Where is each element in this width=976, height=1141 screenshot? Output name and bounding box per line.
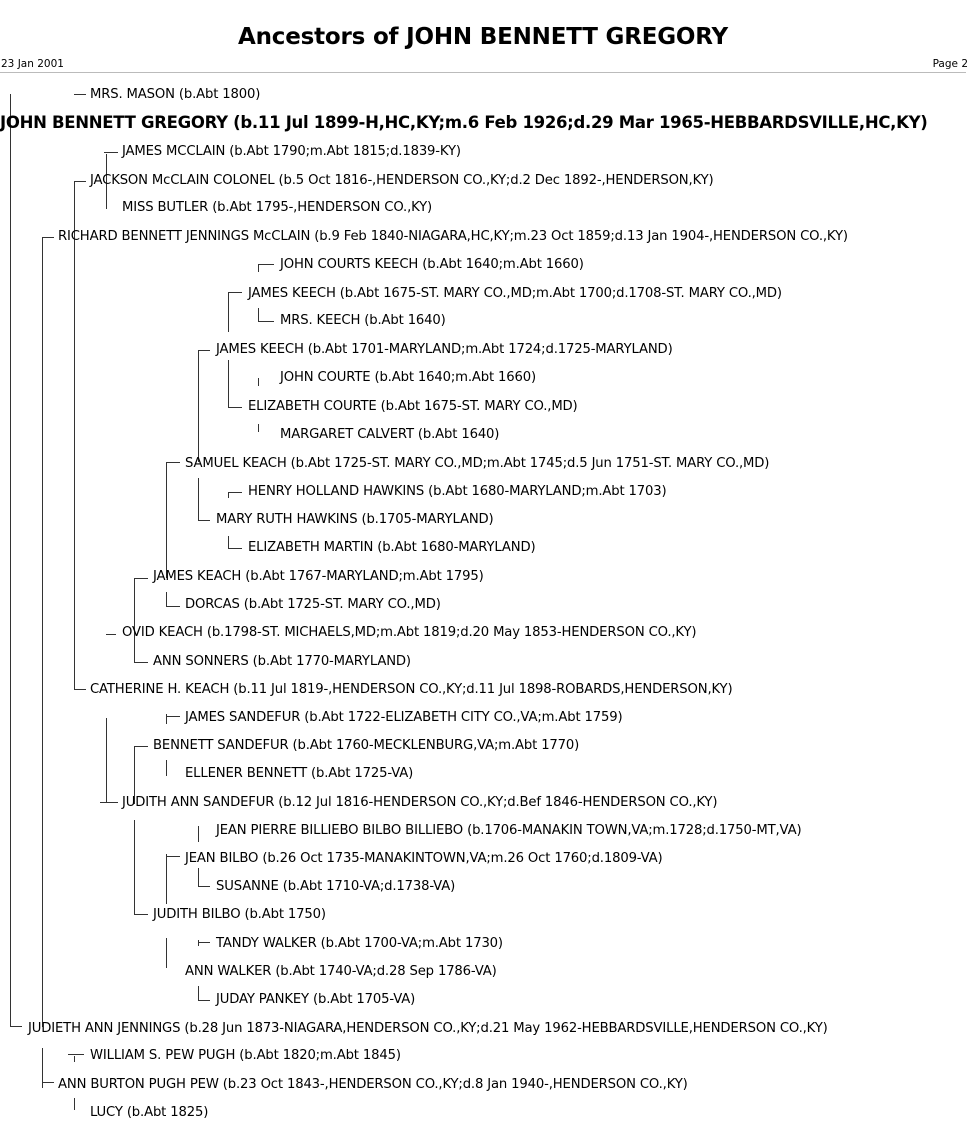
connector xyxy=(258,308,259,322)
connector xyxy=(10,94,11,1026)
connector xyxy=(228,536,229,548)
connector xyxy=(198,942,210,943)
ancestor-entry: HENRY HOLLAND HAWKINS (b.Abt 1680-MARYLAND;m.Abt 1703) xyxy=(248,484,667,499)
connector xyxy=(166,462,180,463)
connector xyxy=(74,94,86,95)
connector xyxy=(100,802,118,803)
connector xyxy=(74,181,75,689)
ancestor-entry: WILLIAM S. PEW PUGH (b.Abt 1820;m.Abt 1845) xyxy=(90,1048,401,1063)
report-title: Ancestors of JOHN BENNETT GREGORY xyxy=(238,24,728,50)
root-person-entry: JOHN BENNETT GREGORY (b.11 Jul 1899-H,HC,KY;m.6 Feb 1926;d.29 Mar 1965-HEBBARDSVILLE,HC,KY) xyxy=(0,113,928,132)
connector xyxy=(134,578,135,662)
ancestor-entry: SUSANNE (b.Abt 1710-VA;d.1738-VA) xyxy=(216,879,456,894)
connector xyxy=(166,938,167,968)
connector xyxy=(68,1054,84,1055)
connector xyxy=(134,820,135,914)
connector xyxy=(198,1000,210,1001)
connector xyxy=(198,986,199,1000)
connector xyxy=(166,854,167,904)
connector xyxy=(198,350,210,351)
connector xyxy=(106,634,116,635)
ancestor-entry: MARY RUTH HAWKINS (b.1705-MARYLAND) xyxy=(216,512,494,527)
connector xyxy=(258,378,259,386)
report-date: 23 Jan 2001 xyxy=(1,58,64,70)
connector xyxy=(42,237,54,238)
connector xyxy=(198,940,199,946)
connector xyxy=(228,492,242,493)
connector xyxy=(258,321,274,322)
connector xyxy=(258,264,274,265)
connector xyxy=(228,292,242,293)
ancestor-entry: ANN WALKER (b.Abt 1740-VA;d.28 Sep 1786-VA) xyxy=(185,964,497,979)
ancestor-entry: SAMUEL KEACH (b.Abt 1725-ST. MARY CO.,MD;m.Abt 1745;d.5 Jun 1751-ST. MARY CO.,MD) xyxy=(185,456,770,471)
ancestor-entry: ELIZABETH MARTIN (b.Abt 1680-MARYLAND) xyxy=(248,540,536,555)
connector xyxy=(198,478,199,520)
connector xyxy=(258,264,259,272)
ancestor-entry: MRS. KEECH (b.Abt 1640) xyxy=(280,313,446,328)
connector xyxy=(166,716,180,717)
ancestor-entry: JEAN BILBO (b.26 Oct 1735-MANAKINTOWN,VA;m.26 Oct 1760;d.1809-VA) xyxy=(185,851,663,866)
ancestor-entry: CATHERINE H. KEACH (b.11 Jul 1819-,HENDERSON CO.,KY;d.11 Jul 1898-ROBARDS,HENDERSON,KY) xyxy=(90,682,733,697)
ancestor-entry: RICHARD BENNETT JENNINGS McCLAIN (b.9 Feb 1840-NIAGARA,HC,KY;m.23 Oct 1859;d.13 Jan 1904-,HENDERSON CO.,KY) xyxy=(58,229,848,244)
ancestor-entry: ANN BURTON PUGH PEW (b.23 Oct 1843-,HENDERSON CO.,KY;d.8 Jan 1940-,HENDERSON CO.,KY) xyxy=(58,1077,688,1092)
ancestor-entry: TANDY WALKER (b.Abt 1700-VA;m.Abt 1730) xyxy=(216,936,503,951)
connector xyxy=(198,520,210,521)
connector xyxy=(166,856,180,857)
connector xyxy=(166,462,167,578)
connector xyxy=(228,407,242,408)
ancestor-entry: JAMES KEECH (b.Abt 1701-MARYLAND;m.Abt 1724;d.1725-MARYLAND) xyxy=(216,342,673,357)
header-rule xyxy=(0,72,966,73)
connector xyxy=(74,689,86,690)
ancestor-entry: DORCAS (b.Abt 1725-ST. MARY CO.,MD) xyxy=(185,597,441,612)
ancestor-entry: OVID KEACH (b.1798-ST. MICHAELS,MD;m.Abt 1819;d.20 May 1853-HENDERSON CO.,KY) xyxy=(122,625,697,640)
connector xyxy=(166,592,167,606)
connector xyxy=(166,606,180,607)
ancestor-entry: MRS. MASON (b.Abt 1800) xyxy=(90,87,261,102)
ancestor-entry: JAMES MCCLAIN (b.Abt 1790;m.Abt 1815;d.1839-KY) xyxy=(122,144,461,159)
ancestor-entry: JOHN COURTS KEECH (b.Abt 1640;m.Abt 1660) xyxy=(280,257,584,272)
connector xyxy=(198,886,210,887)
ancestor-entry: ELIZABETH COURTE (b.Abt 1675-ST. MARY CO.,MD) xyxy=(248,399,578,414)
page-number: Page 2 xyxy=(932,58,968,70)
ancestor-entry: MISS BUTLER (b.Abt 1795-,HENDERSON CO.,KY) xyxy=(122,200,433,215)
connector xyxy=(74,1098,75,1110)
connector xyxy=(198,826,199,842)
connector xyxy=(258,424,259,432)
ancestor-entry: JUDITH BILBO (b.Abt 1750) xyxy=(153,907,326,922)
connector xyxy=(198,350,199,462)
ancestor-entry: JUDAY PANKEY (b.Abt 1705-VA) xyxy=(216,992,416,1007)
connector xyxy=(42,1082,54,1083)
ancestor-entry: JOHN COURTE (b.Abt 1640;m.Abt 1660) xyxy=(280,370,536,385)
connector xyxy=(134,914,148,915)
connector xyxy=(228,360,229,408)
connector xyxy=(166,760,167,776)
connector xyxy=(106,718,107,802)
connector xyxy=(198,868,199,886)
ancestor-entry: JUDITH ANN SANDEFUR (b.12 Jul 1816-HENDERSON CO.,KY;d.Bef 1846-HENDERSON CO.,KY) xyxy=(122,795,718,810)
connector xyxy=(228,548,242,549)
connector xyxy=(134,578,148,579)
ancestor-entry: BENNETT SANDEFUR (b.Abt 1760-MECKLENBURG,VA;m.Abt 1770) xyxy=(153,738,580,753)
ancestor-entry: JAMES KEECH (b.Abt 1675-ST. MARY CO.,MD;m.Abt 1700;d.1708-ST. MARY CO.,MD) xyxy=(248,286,782,301)
ancestor-entry: JAMES KEACH (b.Abt 1767-MARYLAND;m.Abt 1795) xyxy=(153,569,484,584)
connector xyxy=(74,1056,75,1062)
connector xyxy=(42,237,43,1027)
connector xyxy=(134,746,148,747)
ancestor-entry: ANN SONNERS (b.Abt 1770-MARYLAND) xyxy=(153,654,411,669)
connector xyxy=(10,1026,22,1027)
ancestor-entry: LUCY (b.Abt 1825) xyxy=(90,1105,209,1120)
connector xyxy=(104,152,118,153)
connector xyxy=(134,662,148,663)
ancestor-entry: ELLENER BENNETT (b.Abt 1725-VA) xyxy=(185,766,414,781)
ancestor-entry: JUDIETH ANN JENNINGS (b.28 Jun 1873-NIAGARA,HENDERSON CO.,KY;d.21 May 1962-HEBBARDSVILLE,HENDERSON CO.,KY) xyxy=(28,1021,828,1036)
ancestor-entry: JAMES SANDEFUR (b.Abt 1722-ELIZABETH CITY CO.,VA;m.Abt 1759) xyxy=(185,710,623,725)
connector xyxy=(228,292,229,332)
ancestor-entry: MARGARET CALVERT (b.Abt 1640) xyxy=(280,427,500,442)
ancestor-entry: JEAN PIERRE BILLIEBO BILBO BILLIEBO (b.1706-MANAKIN TOWN,VA;m.1728;d.1750-MT,VA) xyxy=(216,823,802,838)
connector xyxy=(74,181,86,182)
ancestor-entry: JACKSON McCLAIN COLONEL (b.5 Oct 1816-,HENDERSON CO.,KY;d.2 Dec 1892-,HENDERSON,KY) xyxy=(90,173,714,188)
